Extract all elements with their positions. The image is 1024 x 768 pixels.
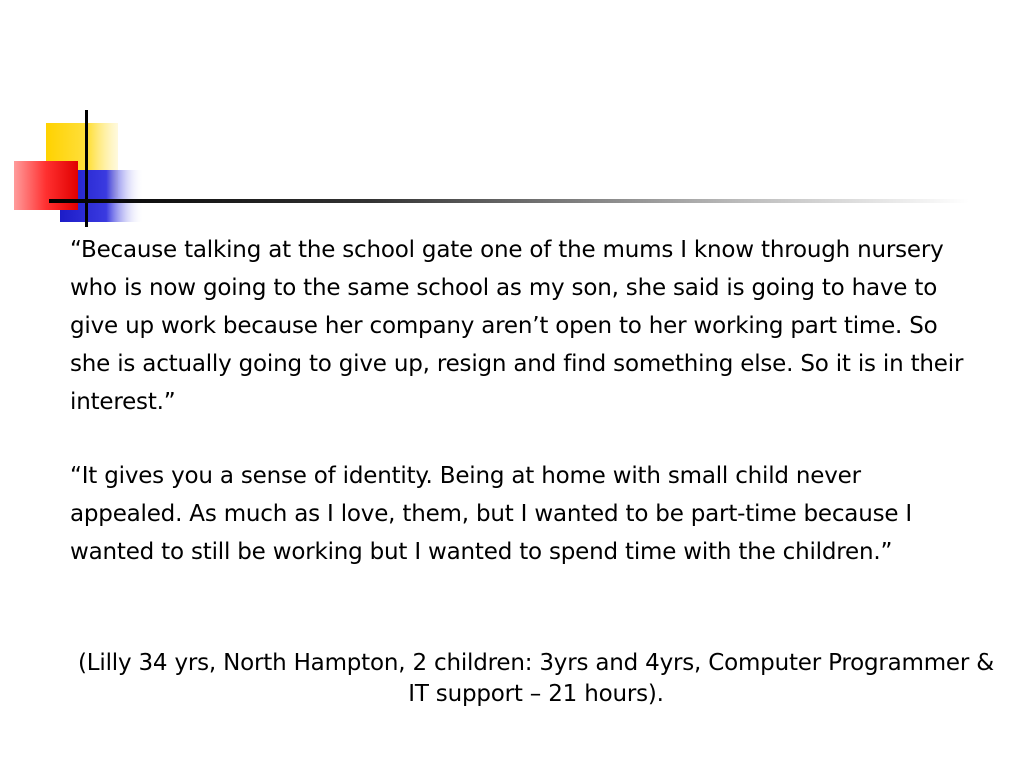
vertical-rule bbox=[85, 110, 88, 227]
quote-1: “Because talking at the school gate one of the mums I know through nursery who is now going to the same school as my son, she said is going to have to give up work because her company aren’t open to her working part time. So she is actually going to give up, resign and find something else. So it is in their interest.” bbox=[70, 237, 964, 415]
attribution: (Lilly 34 yrs, North Hampton, 2 children: 3yrs and 4yrs, Computer Programmer & IT support – 21 hours). bbox=[78, 650, 994, 707]
quote-2: “It gives you a sense of identity. Being at home with small child never appealed. As much as I love, them, but I wanted to be part-time because I wanted to still be working but I wanted to spend time with the children.” bbox=[70, 463, 913, 565]
slide-decoration bbox=[0, 0, 1024, 240]
horizontal-rule bbox=[49, 199, 969, 203]
